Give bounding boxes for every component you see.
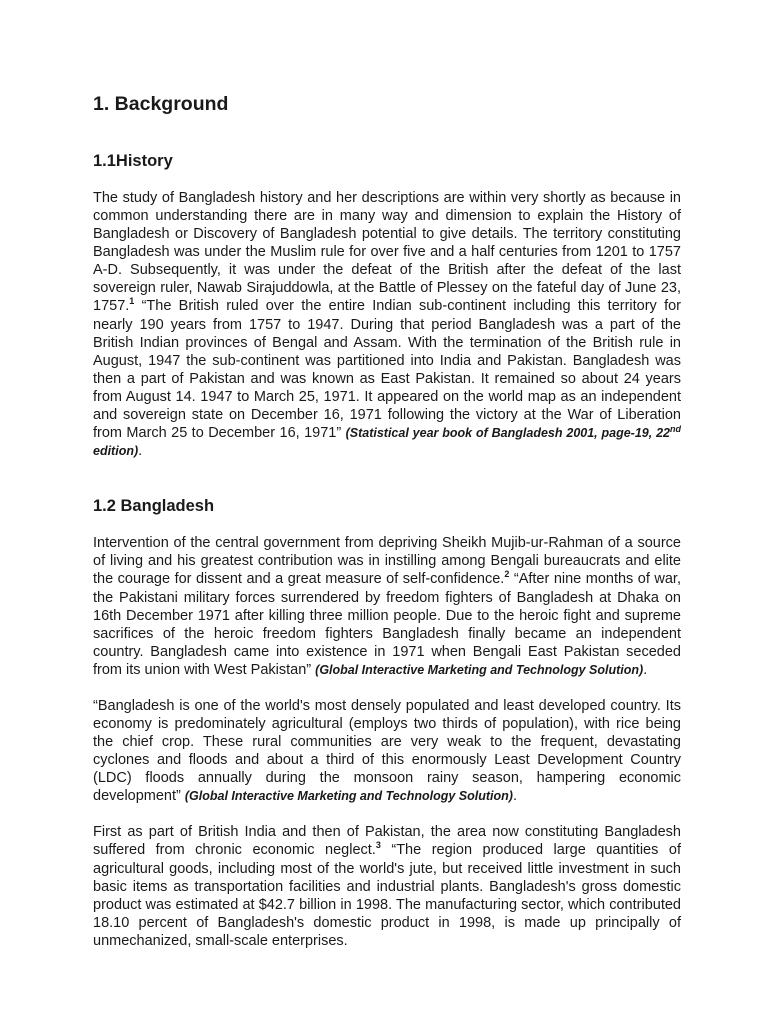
section-title-history: 1.1History — [93, 152, 173, 170]
paragraph-end: . — [643, 662, 648, 678]
spacer — [93, 679, 681, 697]
footnote-marker: 1 — [129, 296, 135, 306]
paragraph-text: First as part of British India and then of Pakistan, the area now constituting Bangladesh suffered from chronic economic neglect. — [93, 824, 681, 858]
page-title: 1. Background — [93, 93, 229, 115]
paragraph-history — [93, 189, 681, 460]
paragraph-bangladesh-3 — [93, 823, 681, 950]
spacer — [93, 460, 681, 494]
paragraph-bangladesh-2 — [93, 697, 681, 805]
paragraph-end: . — [138, 443, 143, 459]
document-page — [93, 90, 681, 950]
spacer — [93, 805, 681, 823]
citation: (Global Interactive Marketing and Technology Solution) — [184, 789, 513, 803]
citation: (Global Interactive Marketing and Technology Solution) — [315, 663, 644, 677]
paragraph-text: “The British ruled over the entire Indian sub-continent including this territory for nearly 190 years from 1757 to 1947. During that period Bangladesh was a part of the British Indian provinces of Bengal and Assam. With the termination of the British rule in August, 1947 the sub-continent was partitioned into India and Pakistan. Bangladesh was then a part of Pakistan and was known as East Pakistan. It remained so about 24 years from August 14. 1947 to March 25, 1971. It appeared on the world map as an independent and sovereign state on December 16, 1971 following the victory at the War of Liberation from March 25 to December 16, 1971” — [93, 298, 681, 441]
paragraph-bangladesh-1 — [93, 534, 681, 679]
citation-text: edition) — [93, 444, 139, 458]
section-title-bangladesh: 1.2 Bangladesh — [93, 497, 215, 515]
paragraph-text: The study of Bangladesh history and her descriptions are within very shortly as because in common understanding there are in many way and dimension to explain the History of Bangladesh or Discovery of Bangladesh potential to give details. The territory constituting Bangladesh was under the Muslim rule for over five and a half centuries from 1201 to 1757 A-D. Subsequently, it was under the defeat of the British after the defeat of the last sovereign ruler, Nawab Sirajuddowla, at the Battle of Plessey on the fateful day of June 23, 1757. — [93, 190, 681, 314]
paragraph-text: “After nine months of war, the Pakistani military forces surrendered by freedom fighters of Bangladesh at Dhaka on 16th December 1971 after killing three million people. Due to the heroic fight and supreme sacrifices of the heroic freedom fighters Bangladesh finally became an independent country. Bangladesh came into existence in 1971 when Bengali East Pakistan seceded from its union with West Pakistan” — [93, 571, 681, 678]
paragraph-text: “The region produced large quantities of agricultural goods, including most of the world's jute, but received little investment in such basic items as transportation facilities and industrial plants. Bangladesh's gross domestic product was estimated at $42.7 billion in 1998. The manufacturing sector, which contributed 18.10 percent of Bangladesh's domestic product in 1998, is made up principally of unmechanized, small-scale enterprises. — [93, 842, 681, 949]
paragraph-text: “Bangladesh is one of the world's most densely populated and least developed country. Its economy is predominately agricultural (employs two thirds of population), with rice being the chief crop. These rural communities are very weak to the frequent, devastating cyclones and floods and about a third of this enormously Least Development Country (LDC) floods annually during the monsoon rainy season, hampering economic development” — [93, 698, 681, 804]
footnote-marker: 3 — [375, 840, 381, 850]
citation-text: (Statistical year book of Bangladesh 2001, page-19, 22 — [345, 426, 670, 440]
citation-superscript: nd — [670, 423, 681, 434]
footnote-marker: 2 — [504, 569, 510, 579]
paragraph-end: . — [512, 788, 517, 804]
paragraph-text: Intervention of the central government from depriving Sheikh Mujib-ur-Rahman of a source of living and his greatest contribution was in instilling among Bengali bureaucrats and elite the courage for dissent and a great measure of self-confidence. — [93, 535, 681, 587]
